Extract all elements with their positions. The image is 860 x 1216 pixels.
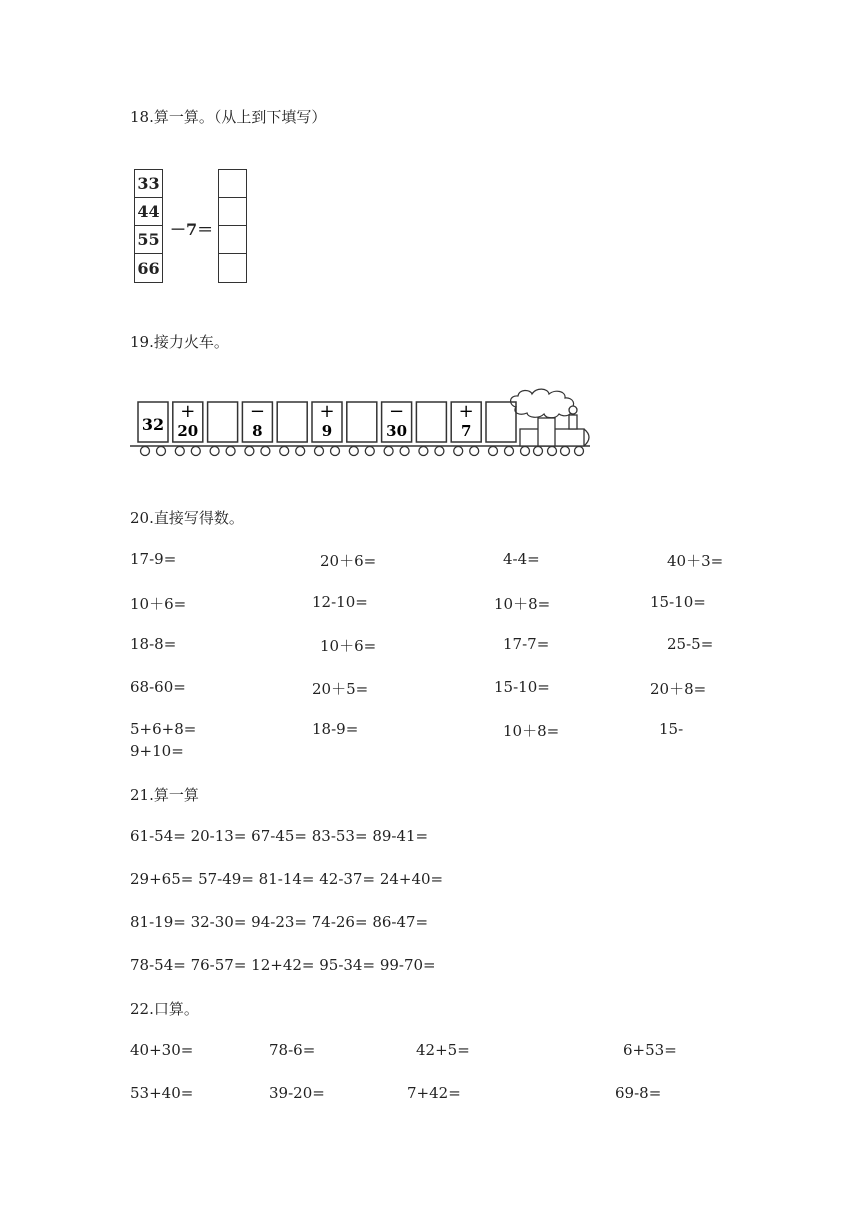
q21-row: 29+65= 57-49= 81-14= 42-37= 24+40= (130, 870, 444, 888)
train-car-operator: − (389, 401, 405, 422)
q22-item: 69-8= (615, 1084, 662, 1102)
train-wheel (296, 447, 305, 456)
q18-answer-column (218, 169, 247, 283)
q18-answer-box[interactable] (219, 198, 246, 226)
train-car-number: 8 (252, 422, 263, 440)
q21-title: 21.算一算 (130, 786, 199, 804)
train-car-box (347, 402, 377, 442)
q22-item: 53+40= (130, 1084, 194, 1102)
q20-item-wrap: 9+10= (130, 742, 184, 760)
train-wheel (435, 447, 444, 456)
train-car-operator: + (319, 401, 335, 422)
train-wheel (400, 447, 409, 456)
q19-title: 19.接力火车。 (130, 333, 229, 351)
q20-item: 15- (659, 720, 684, 738)
q20-item: 20＋5= (312, 680, 369, 698)
train-wheel (191, 447, 200, 456)
locomotive-icon (511, 389, 589, 455)
q22-item: 7+42= (407, 1084, 461, 1102)
train-car-box (486, 402, 516, 442)
train-car-number: 9 (321, 422, 333, 440)
train-wheel (141, 447, 150, 456)
train-car-operator: + (180, 401, 196, 422)
q20-item: 10＋6= (320, 637, 377, 655)
train-wheel (419, 447, 428, 456)
relay-train-figure (128, 385, 598, 460)
train-car-box (416, 402, 446, 442)
train-car[interactable] (277, 402, 307, 456)
q18-input-column (134, 169, 163, 283)
train-wheel (505, 447, 514, 456)
q20-item: 18-8= (130, 635, 177, 653)
train-car[interactable] (347, 402, 377, 456)
train-car (242, 401, 272, 456)
q18-answer-box[interactable] (219, 226, 246, 254)
q20-item: 40＋3= (667, 552, 724, 570)
train-car-operator: − (249, 401, 265, 422)
q18-operator: －7＝ (170, 220, 214, 239)
train-car[interactable] (208, 402, 238, 456)
train-wheel (349, 447, 358, 456)
q20-item: 10＋8= (503, 722, 560, 740)
train-car-box (277, 402, 307, 442)
train-wheel (175, 447, 184, 456)
train-wheel (470, 447, 479, 456)
q22-item: 40+30= (130, 1041, 194, 1059)
train-car (382, 401, 412, 456)
q18-answer-box[interactable] (219, 254, 246, 282)
q20-item: 5+6+8= (130, 720, 197, 738)
train-wheel (365, 447, 374, 456)
q20-item: 10＋8= (494, 595, 551, 613)
q20-item: 25-5= (667, 635, 714, 653)
q20-item: 15-10= (494, 678, 550, 696)
q21-row: 78-54= 76-57= 12+42= 95-34= 99-70= (130, 956, 436, 974)
train-wheel (210, 447, 219, 456)
q20-item: 17-9= (130, 550, 177, 568)
q20-item: 10＋6= (130, 595, 187, 613)
train-wheel (315, 447, 324, 456)
q18-title: 18.算一算。（从上到下填写） (130, 108, 327, 126)
q22-item: 6+53= (623, 1041, 677, 1059)
train-car (451, 401, 481, 456)
q20-item: 18-9= (312, 720, 359, 738)
q20-title: 20.直接写得数。 (130, 509, 244, 527)
train-car-number: 30 (386, 422, 408, 440)
q20-item: 20＋6= (320, 552, 377, 570)
train-car-number: 20 (177, 422, 199, 440)
q22-item: 39-20= (269, 1084, 325, 1102)
q18-input: 55 (135, 226, 162, 254)
q20-item: 17-7= (503, 635, 550, 653)
train-car-box (208, 402, 238, 442)
train-wheel (245, 447, 254, 456)
train-wheel (280, 447, 289, 456)
q20-item: 15-10= (650, 593, 706, 611)
q20-item: 12-10= (312, 593, 368, 611)
q21-row: 61-54= 20-13= 67-45= 83-53= 89-41= (130, 827, 429, 845)
q22-item: 42+5= (416, 1041, 470, 1059)
q22-title: 22.口算。 (130, 1000, 199, 1018)
train-car[interactable] (416, 402, 446, 456)
train-car[interactable] (486, 402, 516, 456)
q18-input: 44 (135, 198, 162, 226)
train-car-number: 32 (141, 415, 165, 434)
train-wheel (157, 447, 166, 456)
train-wheel (454, 447, 463, 456)
train-wheel (384, 447, 393, 456)
q20-item: 68-60= (130, 678, 186, 696)
train-wheel (261, 447, 270, 456)
q18-input: 66 (137, 258, 160, 278)
train-car-number: 7 (460, 422, 472, 440)
train-wheel (489, 447, 498, 456)
train-car (173, 401, 203, 456)
q20-item: 20＋8= (650, 680, 707, 698)
q18-input: 33 (135, 170, 162, 198)
train-wheel (331, 447, 340, 456)
q20-item: 4-4= (503, 550, 540, 568)
q22-item: 78-6= (269, 1041, 316, 1059)
train-wheel (226, 447, 235, 456)
q21-row: 81-19= 32-30= 94-23= 74-26= 86-47= (130, 913, 429, 931)
train-car-operator: + (458, 401, 474, 422)
train-car (312, 401, 342, 456)
q18-answer-box[interactable] (219, 170, 246, 198)
train-car (138, 402, 168, 456)
